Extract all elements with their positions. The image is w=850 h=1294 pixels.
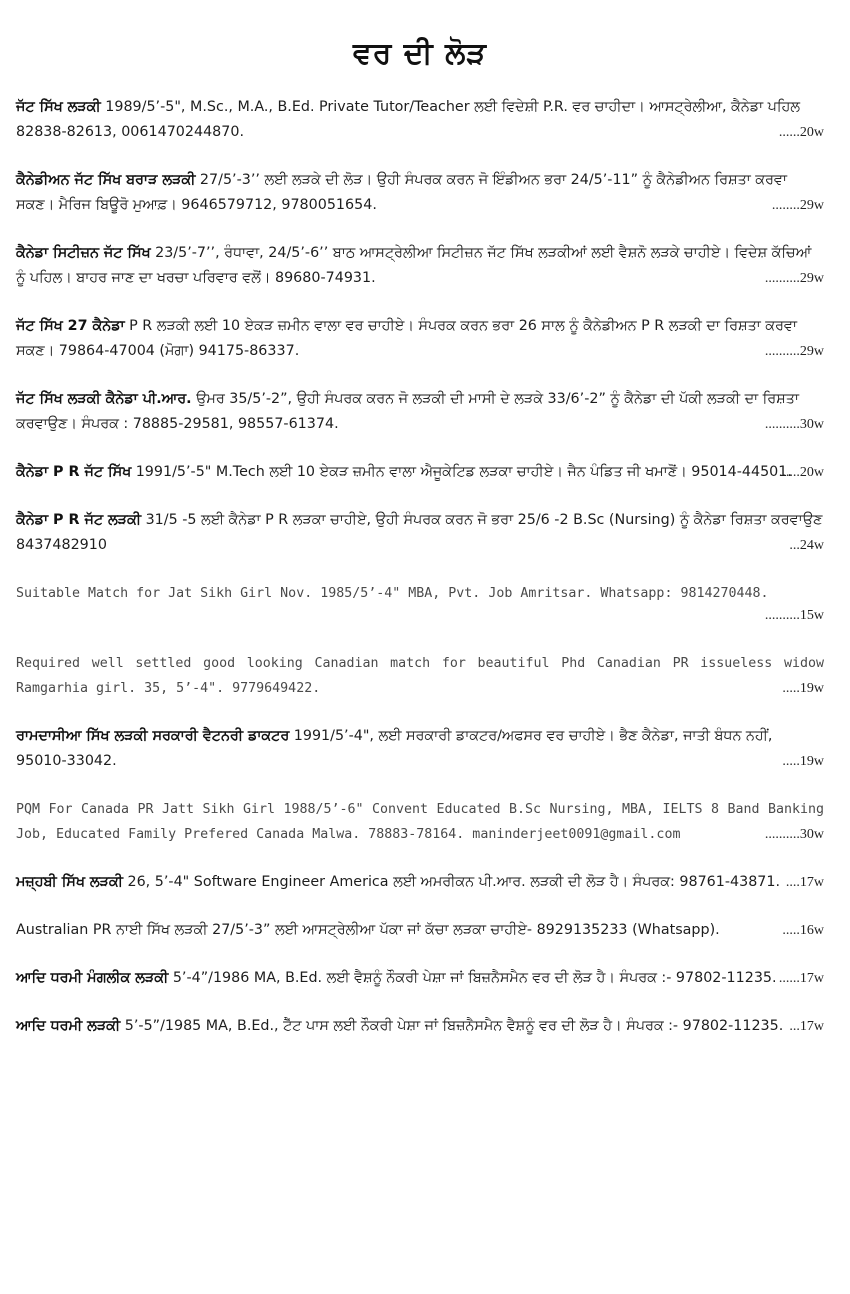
ad-lead: ਆਦਿ ਧਰਮੀ ਲੜਕੀ — [16, 1018, 121, 1034]
classified-ad — [16, 651, 824, 699]
ad-code: ......20w — [778, 465, 824, 480]
ad-lead: ਰਾਮਦਾਸੀਆ ਸਿੱਖ ਲੜਕੀ ਸਰਕਾਰੀ ਵੈਟਨਰੀ ਡਾਕਟਰ — [16, 728, 290, 744]
ad-lead: ਕੈਨੇਡੀਅਨ ਜੱਟ ਸਿੱਖ ਬਰਾੜ ਲੜਕੀ — [16, 172, 196, 188]
classified-ad — [16, 918, 824, 941]
ad-lead: ਮਜ਼੍ਹਬੀ ਸਿੱਖ ਲੜਕੀ — [16, 874, 123, 890]
page-title: ਵਰ ਦੀ ਲੋੜ — [352, 36, 488, 71]
ad-body: 5’-4”/1986 MA, B.Ed. ਲਈ ਵੈਸ਼ਨੂੰ ਨੌਕਰੀ ਪੇਸ਼ਾ ਜਾਂ ਬਿਜ਼ਨੈਸਮੈਨ ਵਰ ਦੀ ਲੋੜ ਹੈ। ਸੰਪਰਕ :- 97802-11235. — [168, 970, 777, 986]
ad-lead: ਜੱਟ ਸਿੱਖ ਲੜਕੀ ਕੈਨੇਡਾ ਪੀ.ਆਰ. — [16, 391, 192, 407]
ad-body: P R ਲੜਕੀ ਲਈ 10 ਏਕੜ ਜ਼ਮੀਨ ਵਾਲਾ ਵਰ ਚਾਹੀਏ। ਸੰਪਰਕ ਕਰਨ ਭਰਾ 26 ਸਾਲ ਨੂੰ ਕੈਨੇਡੀਅਨ P R ਲੜਕੀ ਦਾ ਰਿਸ਼ਤਾ ਕਰਵਾ ਸਕਣ। 79864-47004 (ਮੋਗਾ) 94175-86337. — [16, 318, 797, 359]
ad-lead: ਜੱਟ ਸਿੱਖ 27 ਕੈਨੇਡਾ — [16, 318, 125, 334]
ad-body: 23/5’-7’’, ਰੰਧਾਵਾ, 24/5’-6’’ ਬਾਠ ਆਸਟ੍ਰੇਲੀਆ ਸਿਟੀਜ਼ਨ ਜੱਟ ਸਿੱਖ ਲੜਕੀਆਂ ਲਈ ਵੈਸ਼ਨੋ ਲੜਕੇ ਚਾਹੀਏ। ਵਿਦੇਸ਼ ਕੱਚਿਆਂ ਨੂੰ ਪਹਿਲ। ਬਾਹਰ ਜਾਣ ਦਾ ਖਰਚਾ ਪਰਿਵਾਰ ਵਲੋਂ। 89680-74931. — [16, 245, 812, 286]
ad-body: 27/5’-3’’ ਲਈ ਲੜਕੇ ਦੀ ਲੋੜ। ਉਹੀ ਸੰਪਰਕ ਕਰਨ ਜੋ ਇੰਡੀਅਨ ਭਰਾ 24/5’-11” ਨੂੰ ਕੈਨੇਡੀਅਨ ਰਿਸ਼ਤਾ ਕਰਵਾ ਸਕਣ। ਮੈਰਿਜ ਬਿਊਰੋ ਮੁਆਫ਼। 9646579712, 9780051654. — [16, 172, 787, 213]
ad-body: ਉਮਰ 35/5’-2”, ਉਹੀ ਸੰਪਰਕ ਕਰਨ ਜੋ ਲੜਕੀ ਦੀ ਮਾਸੀ ਦੇ ਲੜਕੇ 33/6’-2” ਨੂੰ ਕੈਨੇਡਾ ਦੀ ਪੱਕੀ ਲੜਕੀ ਦਾ ਰਿਸ਼ਤਾ ਕਰਵਾਉਣ। ਸੰਪਰਕ : 78885-29581, 98557-61374. — [16, 391, 799, 432]
ad-code: .....16w — [782, 923, 824, 938]
ad-lead: ਕੈਨੇਡਾ P R ਜੱਟ ਸਿੱਖ — [16, 464, 132, 480]
classified-ad — [16, 797, 824, 845]
ad-code: ..........29w — [764, 344, 824, 359]
classified-ads-list — [16, 95, 824, 1037]
classified-ad — [16, 508, 824, 556]
classified-ad — [16, 581, 824, 626]
ad-code: ......20w — [778, 125, 824, 140]
ad-body: Required well settled good looking Canadian match for beautiful Phd Canadian PR issueless widow Ramgarhia girl. 35, 5’-4". 9779649422. — [16, 656, 824, 696]
ad-code: ..........29w — [764, 271, 824, 286]
classified-ad — [16, 241, 824, 289]
ad-body: PQM For Canada PR Jatt Sikh Girl 1988/5’-6" Convent Educated B.Sc Nursing, MBA, IELTS 8 Band Banking Job, Educated Family Prefered Canada Malwa. 78883-78164. maninderjeet0091@gmail.com — [16, 802, 824, 842]
ad-code: ......17w — [778, 971, 824, 986]
classified-ad — [16, 95, 824, 143]
classified-page — [16, 0, 824, 1062]
ad-code: ..........30w — [764, 827, 824, 842]
ad-body: Australian PR ਨਾਈ ਸਿੱਖ ਲੜਕੀ 27/5’-3” ਲਈ ਆਸਟ੍ਰੇਲੀਆ ਪੱਕਾ ਜਾਂ ਕੱਚਾ ਲੜਕਾ ਚਾਹੀਏ- 8929135233 (Whatsapp). — [16, 922, 720, 938]
ad-body: Suitable Match for Jat Sikh Girl Nov. 1985/5’-4" MBA, Pvt. Job Amritsar. Whatsapp: 9814270448. — [16, 586, 769, 601]
classified-ad — [16, 168, 824, 216]
ad-code: .....19w — [782, 754, 824, 769]
classified-ad — [16, 870, 824, 893]
ad-lead: ਕੈਨੇਡਾ P R ਜੱਟ ਲੜਕੀ — [16, 512, 142, 528]
classified-ad — [16, 1014, 824, 1037]
ad-body: 26, 5’-4" Software Engineer America ਲਈ ਅਮਰੀਕਨ ਪੀ.ਆਰ. ਲੜਕੀ ਦੀ ਲੋੜ ਹੈ। ਸੰਪਰਕ: 98761-43871. — [122, 874, 781, 890]
ad-lead: ਆਦਿ ਧਰਮੀ ਮੰਗਲੀਕ ਲੜਕੀ — [16, 970, 169, 986]
ad-code: ....17w — [785, 875, 824, 890]
ad-body: 1989/5’-5", M.Sc., M.A., B.Ed. Private Tutor/Teacher ਲਈ ਵਿਦੇਸ਼ੀ P.R. ਵਰ ਚਾਹੀਦਾ। ਆਸਟ੍ਰੇਲੀਆ, ਕੈਨੇਡਾ ਪਹਿਲ 82838-82613, 0061470244870. — [16, 99, 800, 140]
ad-code: ........29w — [771, 198, 824, 213]
classified-ad — [16, 724, 824, 772]
classified-ad — [16, 314, 824, 362]
ad-code: ..........30w — [764, 417, 824, 432]
classified-ad — [16, 460, 824, 483]
classified-ad — [16, 387, 824, 435]
ad-body: 1991/5’-5" M.Tech ਲਈ 10 ਏਕੜ ਜ਼ਮੀਨ ਵਾਲਾ ਐਜੂਕੇਟਿਡ ਲੜਕਾ ਚਾਹੀਏ। ਜੈਨ ਪੰਡਿਤ ਜੀ ਖਮਾਣੋਂ। 95014-44501. — [131, 464, 792, 480]
ad-code: ...24w — [789, 538, 824, 553]
ad-body: 1991/5’-4", ਲਈ ਸਰਕਾਰੀ ਡਾਕਟਰ/ਅਫਸਰ ਵਰ ਚਾਹੀਏ। ਭੈਣ ਕੈਨੇਡਾ, ਜਾਤੀ ਬੰਧਨ ਨਹੀਂ, 95010-33042. — [16, 728, 773, 769]
ad-lead: ਜੱਟ ਸਿੱਖ ਲੜਕੀ — [16, 99, 101, 115]
ad-lead: ਕੈਨੇਡਾ ਸਿਟੀਜ਼ਨ ਜੱਟ ਸਿੱਖ — [16, 245, 151, 261]
ad-code: ...17w — [789, 1019, 824, 1034]
ad-body: 5’-5”/1985 MA, B.Ed., ਟੈੱਟ ਪਾਸ ਲਈ ਨੌਕਰੀ ਪੇਸ਼ਾ ਜਾਂ ਬਿਜ਼ਨੈਸਮੈਨ ਵੈਸ਼ਨੂੰ ਵਰ ਦੀ ਲੋੜ ਹੈ। ਸੰਪਰਕ :- 97802-11235. — [120, 1018, 784, 1034]
ad-code: .....19w — [782, 681, 824, 696]
ad-code: ..........15w — [764, 608, 824, 623]
ad-body: 31/5 -5 ਲਈ ਕੈਨੇਡਾ P R ਲੜਕਾ ਚਾਹੀਏ, ਉਹੀ ਸੰਪਰਕ ਕਰਨ ਜੋ ਭਰਾ 25/6 -2 B.Sc (Nursing) ਨੂੰ ਕੈਨੇਡਾ ਰਿਸ਼ਤਾ ਕਰਵਾਉਣ 8437482910 — [16, 512, 823, 553]
classified-ad — [16, 966, 824, 989]
